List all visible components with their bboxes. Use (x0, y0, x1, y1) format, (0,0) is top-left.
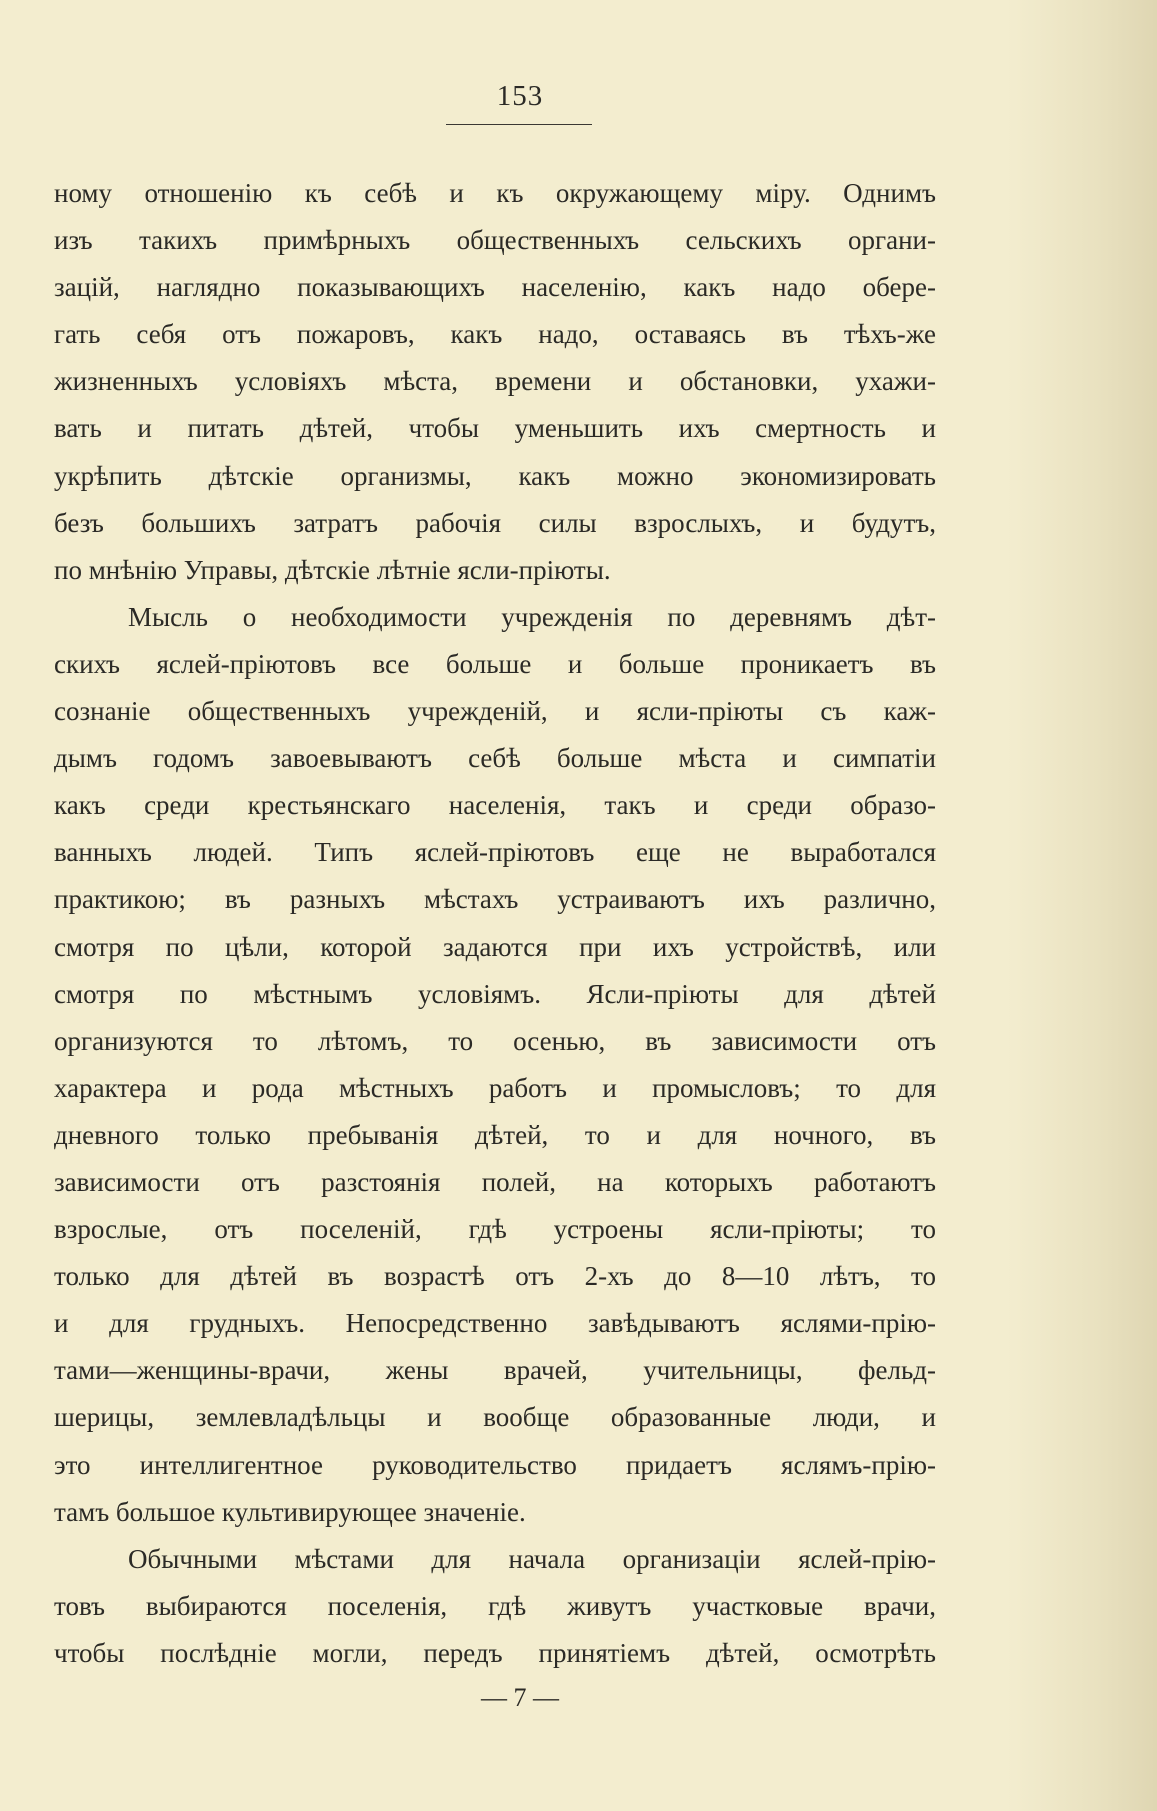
text-line: это интеллигентное руководительство придаетъ яслямъ-прію- (54, 1449, 936, 1480)
text-line: тамъ большое культивирующее значеніе. (54, 1496, 526, 1527)
text-line: по мнѣнію Управы, дѣтскіе лѣтніе ясли-пріюты. (54, 554, 611, 585)
text-line: сознаніе общественныхъ учрежденій, и ясли-пріюты съ каж- (54, 696, 936, 727)
text-line: шерицы, землевладѣльцы и вообще образованные люди, и (54, 1402, 936, 1433)
text-line: чтобы послѣдніе могли, передъ принятіемъ дѣтей, осмотрѣть (54, 1637, 936, 1668)
text-line: зацій, наглядно показывающихъ населенію, какъ надо обере- (54, 272, 936, 303)
text-line: гать себя отъ пожаровъ, какъ надо, оставаясь въ тѣхъ-же (54, 319, 936, 350)
text-line: только для дѣтей въ возрастѣ отъ 2-хъ до 8—10 лѣтъ, то (54, 1261, 936, 1292)
text-line: товъ выбираются поселенія, гдѣ живутъ участковые врачи, (54, 1590, 936, 1621)
text-line: смотря по мѣстнымъ условіямъ. Ясли-пріюты для дѣтей (54, 978, 936, 1009)
text-line: организуются то лѣтомъ, то осенью, въ зависимости отъ (54, 1025, 936, 1056)
body-text (54, 170, 936, 1677)
text-line: безъ большихъ затратъ рабочія силы взрослыхъ, и будутъ, (54, 507, 936, 538)
text-line: смотря по цѣли, которой задаются при ихъ устройствѣ, или (54, 931, 936, 962)
text-line: вать и питать дѣтей, чтобы уменьшить ихъ смертность и (54, 413, 936, 444)
text-line: жизненныхъ условіяхъ мѣста, времени и обстановки, ухажи- (54, 366, 936, 397)
text-line: характера и рода мѣстныхъ работъ и промысловъ; то для (54, 1072, 936, 1103)
text-line: тами—женщины-врачи, жены врачей, учительницы, фельд- (54, 1355, 936, 1386)
text-line: укрѣпить дѣтскіе организмы, какъ можно экономизировать (54, 460, 936, 491)
text-line: ному отношенію къ себѣ и къ окружающему міру. Однимъ (54, 178, 936, 208)
text-line: взрослые, отъ поселеній, гдѣ устроены ясли-пріюты; то (54, 1214, 936, 1245)
text-line: Мысль о необходимости учрежденія по деревнямъ дѣт- (128, 601, 936, 632)
signature-mark: — 7 — (481, 1683, 559, 1712)
text-line: дневного только пребыванія дѣтей, то и для ночного, въ (54, 1119, 936, 1150)
text-line: ванныхъ людей. Типъ яслей-пріютовъ еще не выработался (54, 837, 936, 868)
text-line: практикою; въ разныхъ мѣстахъ устраиваютъ ихъ различно, (54, 884, 936, 915)
page-edge-shadow (1007, 0, 1157, 1811)
text-line: изъ такихъ примѣрныхъ общественныхъ сельскихъ органи- (54, 225, 936, 256)
text-line: Обычными мѣстами для начала организаціи яслей-прію- (128, 1543, 936, 1574)
text-line: дымъ годомъ завоевываютъ себѣ больше мѣста и симпатіи (54, 743, 936, 774)
text-line: какъ среди крестьянскаго населенія, такъ и среди образо- (54, 790, 936, 821)
page-number: 153 (496, 80, 544, 112)
header-rule (446, 124, 592, 125)
text-line: и для грудныхъ. Непосредственно завѣдываютъ яслями-прію- (54, 1308, 936, 1339)
text-line: зависимости отъ разстоянія полей, на которыхъ работаютъ (54, 1166, 936, 1197)
text-line: скихъ яслей-пріютовъ все больше и больше проникаетъ въ (54, 648, 936, 679)
